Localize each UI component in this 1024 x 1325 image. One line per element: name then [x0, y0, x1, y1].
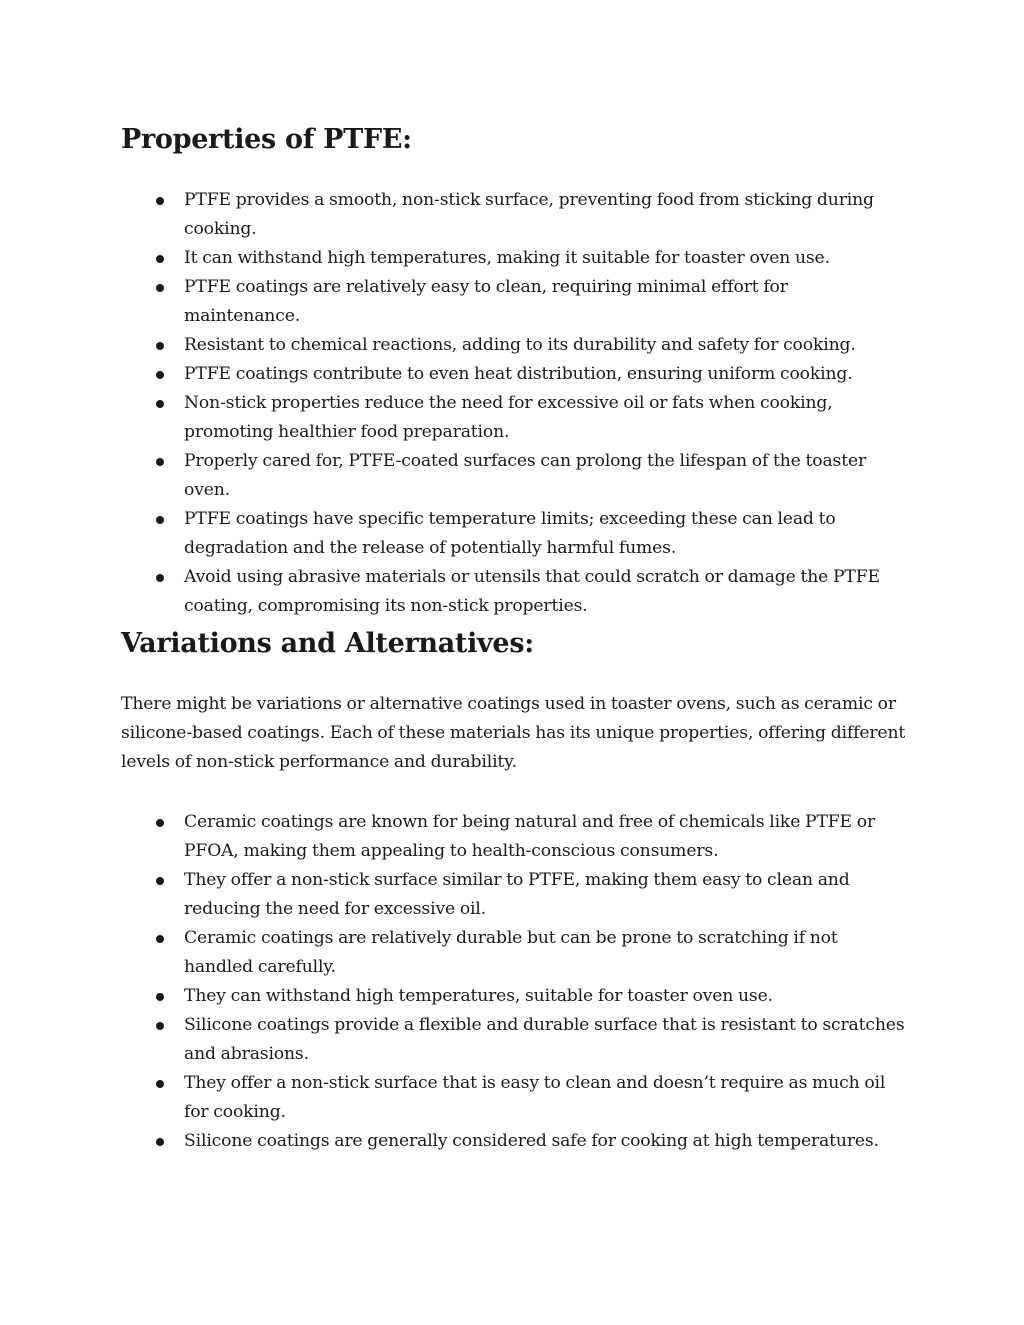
properties-list	[121, 186, 906, 621]
list-item	[121, 1011, 906, 1069]
bullet-icon	[156, 574, 164, 582]
list-item-text: Avoid using abrasive materials or utensils that could scratch or damage the PTFE coating, compromising its non-stick properties.	[184, 567, 880, 616]
section-heading-properties: Properties of PTFE:	[121, 124, 412, 155]
list-item-text: PTFE coatings have specific temperature limits; exceeding these can lead to degradation and the release of potentially harmful fumes.	[184, 509, 836, 558]
list-item-text: They offer a non-stick surface similar to PTFE, making them easy to clean and reducing the need for excessive oil.	[184, 870, 850, 919]
bullet-icon	[156, 400, 164, 408]
bullet-icon	[156, 1138, 164, 1146]
bullet-icon	[156, 342, 164, 350]
list-item-text: Ceramic coatings are known for being natural and free of chemicals like PTFE or PFOA, making them appealing to health-conscious consumers.	[184, 812, 876, 861]
bullet-icon	[156, 197, 164, 205]
list-item	[121, 273, 906, 331]
list-item-text: Silicone coatings are generally considered safe for cooking at high temperatures.	[184, 1131, 879, 1151]
list-item-text: Properly cared for, PTFE-coated surfaces can prolong the lifespan of the toaster oven.	[184, 451, 867, 500]
alternatives-list	[121, 808, 906, 1156]
list-item	[121, 244, 906, 273]
list-item-text: They offer a non-stick surface that is easy to clean and doesn’t require as much oil for cooking.	[184, 1073, 886, 1122]
list-item	[121, 1069, 906, 1127]
list-item	[121, 447, 906, 505]
list-item	[121, 866, 906, 924]
list-item-text: They can withstand high temperatures, suitable for toaster oven use.	[184, 986, 773, 1006]
list-item	[121, 331, 906, 360]
bullet-icon	[156, 1022, 164, 1030]
bullet-icon	[156, 877, 164, 885]
list-item	[121, 563, 906, 621]
bullet-icon	[156, 935, 164, 943]
list-item-text: Non-stick properties reduce the need for excessive oil or fats when cooking, promoting healthier food preparation.	[184, 393, 833, 442]
bullet-icon	[156, 371, 164, 379]
list-item	[121, 982, 906, 1011]
list-item-text: PTFE coatings contribute to even heat distribution, ensuring uniform cooking.	[184, 364, 853, 384]
list-item-text: PTFE provides a smooth, non-stick surface, preventing food from sticking during cooking.	[184, 190, 874, 239]
list-item	[121, 186, 906, 244]
bullet-icon	[156, 255, 164, 263]
list-item	[121, 808, 906, 866]
list-item	[121, 924, 906, 982]
list-item-text: PTFE coatings are relatively easy to clean, requiring minimal effort for maintenance.	[184, 277, 788, 326]
list-item-text: It can withstand high temperatures, making it suitable for toaster oven use.	[184, 248, 830, 268]
list-item	[121, 505, 906, 563]
list-item-text: Resistant to chemical reactions, adding to its durability and safety for cooking.	[184, 335, 856, 355]
bullet-icon	[156, 516, 164, 524]
variations-intro-paragraph: There might be variations or alternative coatings used in toaster ovens, such as ceramic or silicone-based coatings. Each of these materials has its unique properties, offering different levels of non-stick performance and durability.	[121, 694, 906, 772]
section-heading-variations: Variations and Alternatives:	[121, 628, 534, 659]
bullet-icon	[156, 993, 164, 1001]
bullet-icon	[156, 819, 164, 827]
bullet-icon	[156, 458, 164, 466]
list-item-text: Silicone coatings provide a flexible and durable surface that is resistant to scratches and abrasions.	[184, 1015, 905, 1064]
list-item-text: Ceramic coatings are relatively durable but can be prone to scratching if not handled carefully.	[184, 928, 838, 977]
list-item	[121, 360, 906, 389]
list-item	[121, 1127, 906, 1156]
list-item	[121, 389, 906, 447]
bullet-icon	[156, 1080, 164, 1088]
bullet-icon	[156, 284, 164, 292]
